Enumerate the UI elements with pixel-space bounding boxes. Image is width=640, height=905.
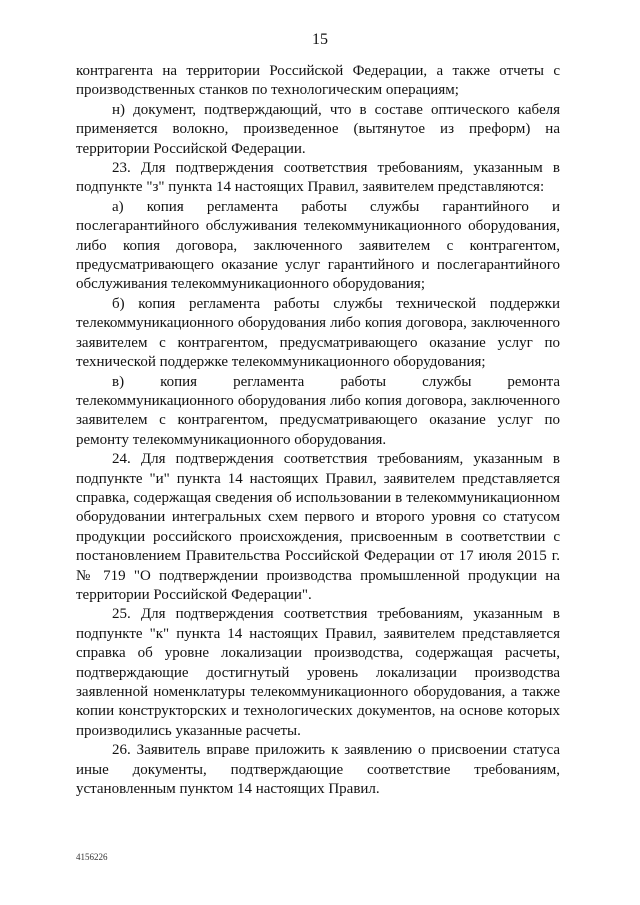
paragraph-item-n: н) документ, подтверждающий, что в составе оптического кабеля применяется волокно, произведенное (вытянутое из преформ) на территории Российской Федерации. xyxy=(76,101,560,157)
paragraph-continuation: контрагента на территории Российской Федерации, а также отчеты с производственных станков по технологическим операциям; xyxy=(76,63,560,99)
paragraph-23: 23. Для подтверждения соответствия требованиям, указанным в подпункте "з" пункта 14 настоящих Правил, заявителем представляются: xyxy=(76,160,560,196)
paragraph-24: 24. Для подтверждения соответствия требованиям, указанным в подпункте "и" пункта 14 настоящих Правил, заявителем представляется справка, содержащая сведения об использовании в телекоммуникационном оборудовании интегральных схем первого и второго уровня со статусом продукции российского происхождения, присвоенным в соответствии с постановлением Правительства Российской Федерации от 17 июля 2015 г. № 719 "О подтверждении производства промышленной продукции на территории Российской Федерации". xyxy=(76,451,560,603)
document-body xyxy=(76,62,560,799)
page-number: 15 xyxy=(312,31,328,48)
paragraph-26: 26. Заявитель вправе приложить к заявлению о присвоении статуса иные документы, подтверждающие соответствие требованиям, установленным пунктом 14 настоящих Правил. xyxy=(76,742,560,798)
paragraph-25: 25. Для подтверждения соответствия требованиям, указанным в подпункте "к" пункта 14 настоящих Правил, заявителем представляется справка об уровне локализации производства, содержащая расчеты, подтверждающие достигнутый уровень локализации производства заявленной номенклатуры телекоммуникационного оборудования, а также копии конструкторских и технологических документов, на основе которых производились указанные расчеты. xyxy=(76,606,560,739)
paragraph-23-v: в) копия регламента работы службы ремонта телекоммуникационного оборудования либо копия договора, заключенного заявителем с контрагентом, предусматривающего оказание услуг по ремонту телекоммуникационного оборудования. xyxy=(76,373,560,448)
paragraph-23-b: б) копия регламента работы службы технической поддержки телекоммуникационного оборудования либо копия договора, заключенного заявителем с контрагентом, предусматривающего оказание услуг по технической поддержке телекоммуникационного оборудования; xyxy=(76,295,560,371)
document-id: 4156226 xyxy=(76,852,108,862)
paragraph-23-a: а) копия регламента работы службы гарантийного и послегарантийного обслуживания телекоммуникационного оборудования, либо копия договора, заключенного заявителем с контрагентом, предусматривающего оказание услуг гарантийного и послегарантийного обслуживания телекоммуникационного оборудования; xyxy=(76,198,560,293)
